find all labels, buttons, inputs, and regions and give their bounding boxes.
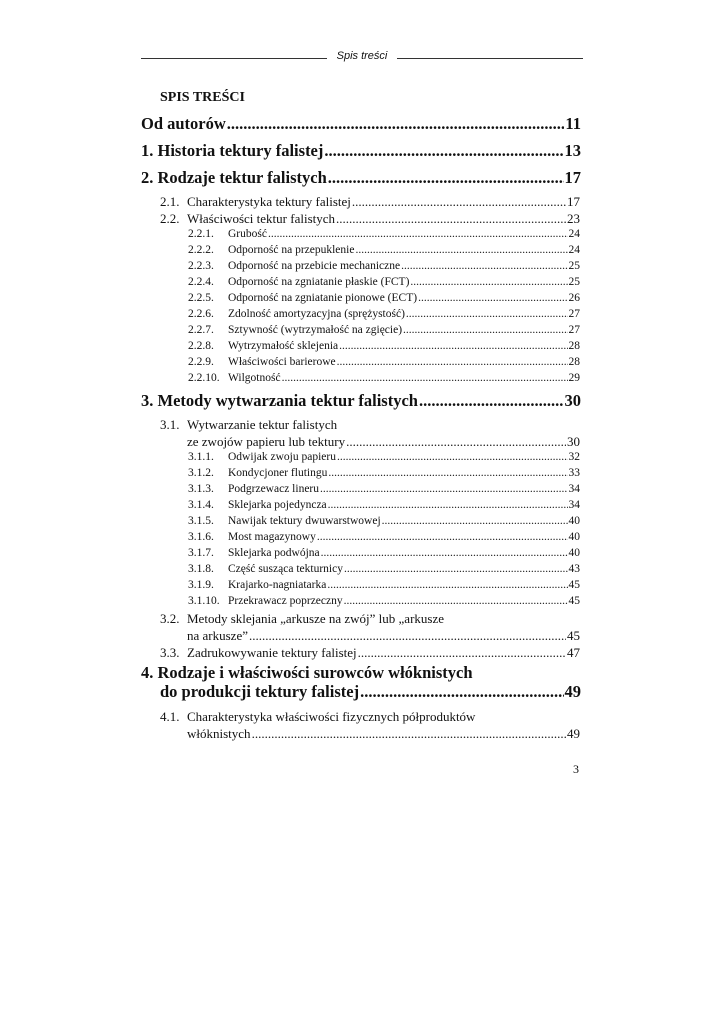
leader-dots — [328, 499, 568, 511]
toc-page: 25 — [568, 260, 580, 272]
toc-label: 2. Rodzaje tektur falistych — [141, 168, 327, 187]
page-number: 3 — [573, 762, 579, 776]
leader-dots — [249, 628, 566, 644]
toc-label: Charakterystyka właściwości fizycznych półproduktów — [187, 709, 476, 724]
toc-label: włóknistych — [187, 726, 251, 741]
toc-section-3-2-line2[interactable] — [187, 628, 580, 644]
toc-subsection-3-1-5[interactable] — [188, 515, 580, 527]
toc-page: 13 — [564, 141, 581, 160]
toc-chapter-2[interactable] — [141, 168, 581, 188]
toc-number: 3.2. — [160, 611, 180, 626]
toc-label: Właściwości tektur falistych — [187, 211, 336, 226]
toc-page: 45 — [567, 628, 580, 643]
toc-section-2-2[interactable] — [160, 211, 580, 227]
toc-label: Odporność na zgniatanie pionowe (ECT) — [228, 292, 418, 304]
toc-label: Nawijak tektury dwuwarstwowej — [228, 515, 381, 527]
toc-subsection-3-1-3[interactable] — [188, 483, 580, 495]
toc-number: 2.2.3. — [188, 260, 214, 272]
toc-page: 49 — [567, 726, 580, 741]
toc-number: 3.1.3. — [188, 483, 214, 495]
toc-number: 2.2.4. — [188, 276, 214, 288]
toc-page: 40 — [568, 547, 580, 559]
toc-label: Odporność na przebicie mechaniczne — [228, 260, 401, 272]
toc-page: 25 — [568, 276, 580, 288]
toc-number: 3.1.2. — [188, 467, 214, 479]
toc-section-3-2-line1[interactable] — [160, 611, 580, 627]
toc-page: 17 — [564, 168, 581, 187]
toc-subsection-2-2-7[interactable] — [188, 324, 580, 336]
toc-page: 30 — [564, 391, 581, 410]
toc-section-2-1[interactable] — [160, 194, 580, 210]
toc-page: 33 — [568, 467, 580, 479]
toc-label: Właściwości barierowe — [228, 356, 336, 368]
toc-subsection-3-1-9[interactable] — [188, 579, 580, 591]
toc-number: 3.1.8. — [188, 563, 214, 575]
leader-dots — [337, 356, 568, 368]
leader-dots — [346, 434, 566, 450]
header-title: Spis treści — [336, 50, 388, 62]
leader-dots — [339, 340, 567, 352]
toc-label: Przekrawacz poprzeczny — [228, 595, 343, 607]
toc-subsection-3-1-6[interactable] — [188, 531, 580, 543]
toc-page: 23 — [567, 211, 580, 226]
leader-dots — [337, 451, 568, 463]
toc-subsection-2-2-1[interactable] — [188, 228, 580, 240]
toc-chapter-3[interactable] — [141, 391, 581, 411]
toc-label: Metody sklejania „arkusze na zwój” lub „arkusze — [187, 611, 445, 626]
toc-page: 17 — [567, 194, 580, 209]
toc-page: 32 — [568, 451, 580, 463]
toc-label: 1. Historia tektury falistej — [141, 141, 324, 160]
toc-number: 3.1.7. — [188, 547, 214, 559]
toc-page: 26 — [568, 292, 580, 304]
leader-dots — [227, 114, 565, 134]
toc-label: 3. Metody wytwarzania tektur falistych — [141, 391, 418, 410]
toc-section-3-3[interactable] — [160, 645, 580, 661]
toc-section-3-1-line1[interactable] — [160, 417, 580, 433]
leader-dots — [252, 726, 566, 742]
toc-label: 4. Rodzaje i właściwości surowców włóknistych — [141, 663, 473, 682]
toc-section-4-1-line1[interactable] — [160, 709, 580, 725]
toc-label: Kondycjoner flutingu — [228, 467, 328, 479]
toc-chapter-1[interactable] — [141, 141, 581, 161]
leader-dots — [320, 483, 567, 495]
toc-subsection-2-2-2[interactable] — [188, 244, 580, 256]
toc-section-3-1-line2[interactable] — [187, 434, 580, 450]
toc-label: Charakterystyka tektury falistej — [187, 194, 351, 209]
toc-label: Zadrukowywanie tektury falistej — [187, 645, 357, 660]
toc-label: Od autorów — [141, 114, 226, 133]
leader-dots — [406, 308, 568, 320]
toc-subsection-2-2-4[interactable] — [188, 276, 580, 288]
toc-label: Sklejarka pojedyncza — [228, 499, 327, 511]
toc-number: 3.3. — [160, 645, 180, 660]
toc-label: Most magazynowy — [228, 531, 316, 543]
leader-dots — [403, 324, 567, 336]
toc-page: 43 — [568, 563, 580, 575]
toc-subsection-3-1-7[interactable] — [188, 547, 580, 559]
toc-page: 45 — [568, 595, 580, 607]
toc-number: 3.1.1. — [188, 451, 214, 463]
toc-page: 24 — [568, 244, 580, 256]
toc-number: 3.1.4. — [188, 499, 214, 511]
toc-label: Odwijak zwoju papieru — [228, 451, 336, 463]
toc-number: 2.2.10. — [188, 372, 220, 384]
toc-subsection-2-2-10[interactable] — [188, 372, 580, 384]
toc-page: 45 — [568, 579, 580, 591]
toc-subsection-2-2-5[interactable] — [188, 292, 580, 304]
leader-dots — [382, 515, 568, 527]
toc-number: 3.1.9. — [188, 579, 214, 591]
toc-label: ze zwojów papieru lub tektury — [187, 434, 346, 449]
toc-subsection-3-1-10[interactable] — [188, 595, 580, 607]
toc-label: Podgrzewacz lineru — [228, 483, 320, 495]
toc-label: Sztywność (wytrzymałość na zgięcie) — [228, 324, 403, 336]
toc-number: 3.1. — [160, 417, 180, 432]
leader-dots — [344, 563, 568, 575]
toc-label: Grubość — [228, 228, 267, 240]
toc-number: 3.1.10. — [188, 595, 220, 607]
leader-dots — [410, 276, 567, 288]
leader-dots — [327, 579, 567, 591]
toc-chapter-authors[interactable] — [141, 114, 581, 134]
toc-number: 2.2. — [160, 211, 180, 226]
toc-subsection-2-2-8[interactable] — [188, 340, 580, 352]
toc-label: Zdolność amortyzacyjna (sprężystość) — [228, 308, 405, 320]
toc-label: Wytwarzanie tektur falistych — [187, 417, 338, 432]
toc-page: 28 — [568, 356, 580, 368]
toc-page: 29 — [568, 372, 580, 384]
toc-subsection-2-2-6[interactable] — [188, 308, 580, 320]
toc-subsection-3-1-4[interactable] — [188, 499, 580, 511]
leader-dots — [352, 194, 566, 210]
header-rule-left — [141, 58, 327, 59]
toc-number: 3.1.6. — [188, 531, 214, 543]
toc-label: Sklejarka podwójna — [228, 547, 320, 559]
running-header — [141, 50, 583, 66]
toc-page: 34 — [568, 499, 580, 511]
toc-page: 40 — [568, 531, 580, 543]
leader-dots — [418, 292, 567, 304]
header-rule-right — [397, 58, 583, 59]
leader-dots — [282, 372, 568, 384]
toc-subsection-3-1-1[interactable] — [188, 451, 580, 463]
toc-label: do produkcji tektury falistej — [160, 682, 360, 701]
toc-number: 2.2.8. — [188, 340, 214, 352]
toc-page: 47 — [567, 645, 580, 660]
toc-page: 11 — [565, 114, 581, 133]
toc-section-4-1-line2[interactable] — [187, 726, 580, 742]
leader-dots — [419, 391, 564, 411]
toc-label: Krajarko-nagniatarka — [228, 579, 327, 591]
toc-number: 2.2.6. — [188, 308, 214, 320]
toc-number: 2.1. — [160, 194, 180, 209]
toc-page: 49 — [564, 682, 581, 701]
toc-chapter-4-line1[interactable] — [141, 663, 581, 683]
leader-dots — [336, 211, 566, 227]
leader-dots — [321, 547, 568, 559]
leader-dots — [317, 531, 568, 543]
toc-label: na arkusze” — [187, 628, 248, 643]
toc-subsection-3-1-8[interactable] — [188, 563, 580, 575]
toc-heading: SPIS TREŚCI — [160, 90, 245, 105]
toc-label: Wilgotność — [228, 372, 281, 384]
toc-label: Odporność na zgniatanie płaskie (FCT) — [228, 276, 410, 288]
toc-subsection-2-2-3[interactable] — [188, 260, 580, 272]
leader-dots — [328, 467, 567, 479]
toc-number: 3.1.5. — [188, 515, 214, 527]
toc-subsection-2-2-9[interactable] — [188, 356, 580, 368]
leader-dots — [355, 244, 567, 256]
toc-number: 2.2.9. — [188, 356, 214, 368]
toc-page: 24 — [568, 228, 580, 240]
toc-number: 2.2.1. — [188, 228, 214, 240]
toc-page: 34 — [568, 483, 580, 495]
toc-page: 30 — [567, 434, 580, 449]
toc-number: 2.2.5. — [188, 292, 214, 304]
toc-subsection-3-1-2[interactable] — [188, 467, 580, 479]
toc-label: Część susząca tekturnicy — [228, 563, 343, 575]
toc-number: 2.2.2. — [188, 244, 214, 256]
toc-label: Odporność na przepuklenie — [228, 244, 355, 256]
toc-number: 4.1. — [160, 709, 180, 724]
toc-number: 2.2.7. — [188, 324, 214, 336]
toc-page: 28 — [568, 340, 580, 352]
leader-dots — [328, 168, 564, 188]
leader-dots — [358, 645, 566, 661]
toc-page: 27 — [568, 324, 580, 336]
leader-dots — [268, 228, 568, 240]
toc-label: Wytrzymałość sklejenia — [228, 340, 339, 352]
toc-chapter-4-line2[interactable] — [160, 682, 581, 702]
leader-dots — [401, 260, 567, 272]
leader-dots — [324, 141, 563, 161]
leader-dots — [360, 682, 563, 702]
toc-page: 40 — [568, 515, 580, 527]
leader-dots — [344, 595, 568, 607]
toc-page: 27 — [568, 308, 580, 320]
